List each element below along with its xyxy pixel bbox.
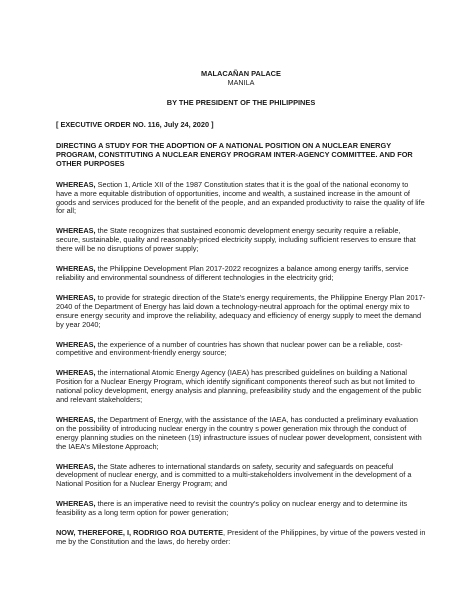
- whereas-paragraph-6: [56, 369, 426, 405]
- paragraph-text: the international Atomic Energy Agency (IAEA) has prescribed guidelines on building a National Position for a Nuclear Energy Program, which identify significant components thereof such as but not limited to national policy development, energy analysis and planning, prefeasibility study and the engagement of the public and relevant stakeholders;: [56, 368, 422, 405]
- paragraph-text: the Department of Energy, with the assistance of the IAEA, has conducted a preliminary evaluation on the possibility of introducing nuclear energy in the country s power generation mix through the conduct of energy planning studies on the nineteen (19) infrastructure issues of nuclear power development, consistent with the IAEA's Milestone Approach;: [56, 414, 422, 451]
- paragraph-lead: WHEREAS,: [56, 461, 96, 471]
- paragraph-text: to provide for strategic direction of the State's energy requirements, the Philippine Energy Plan 2017-2040 of the Department of Energy has laid down a technology-neutral approach for the optimal energy mix to ensure energy security and improve the reliability, adequacy and efficiency of energy supply to meet the demand by year 2040;: [56, 292, 426, 329]
- order-subject: DIRECTING A STUDY FOR THE ADOPTION OF A NATIONAL POSITION ON A NUCLEAR ENERGY PROGRAM, CONSTITUTING A NUCLEAR ENERGY PROGRAM INTER-AGENCY COMMITTEE. AND FOR OTHER PURPOSES: [56, 141, 413, 168]
- whereas-paragraph-8: [56, 463, 426, 490]
- paragraph-lead: WHEREAS,: [56, 414, 96, 424]
- paragraph-lead: WHEREAS,: [56, 368, 96, 378]
- whereas-paragraph-4: [56, 294, 426, 330]
- paragraph-lead: WHEREAS,: [56, 264, 96, 274]
- city-heading: MANILA: [227, 77, 255, 87]
- paragraph-lead: WHEREAS,: [56, 226, 96, 236]
- executive-order-body: [56, 70, 426, 547]
- whereas-paragraph-7: [56, 416, 426, 452]
- order-title: [ EXECUTIVE ORDER NO. 116, July 24, 2020 ]: [56, 120, 214, 130]
- paragraph-text: there is an imperative need to revisit the country's policy on nuclear energy and to determine its feasibility as a long term option for power generation;: [56, 499, 408, 518]
- whereas-paragraph-9: [56, 500, 426, 518]
- paragraph-text: Section 1, Article XII of the 1987 Constitution states that it is the goal of the national economy to have a more equitable distribution of opportunities, income and wealth, a sustained increase in the amount of goods and services produced for the benefit of the people, and an expanded productivity to raise the quality of life for all;: [56, 179, 425, 216]
- paragraph-text: the State adheres to international standards on safety, security and safeguards on peaceful development of nuclear energy, and is committed to a multi-stakeholders involvement in the development of a National Position for a Nuclear Energy Program; and: [56, 461, 412, 489]
- paragraph-lead: WHEREAS,: [56, 339, 96, 349]
- whereas-paragraph-1: [56, 181, 426, 217]
- paragraph-lead: NOW, THEREFORE, I, RODRIGO ROA DUTERTE: [56, 528, 224, 538]
- whereas-paragraph-3: [56, 265, 426, 283]
- now-therefore-paragraph: [56, 529, 426, 547]
- paragraph-lead: WHEREAS,: [56, 179, 96, 189]
- issuer-heading: BY THE PRESIDENT OF THE PHILIPPINES: [166, 98, 316, 108]
- paragraph-text: the Philippine Development Plan 2017-2022 recognizes a balance among energy tariffs, service reliability and environmental soundness of different technologies in the electricity grid;: [56, 264, 409, 282]
- paragraph-text: the State recognizes that sustained economic development energy security require a reliable, secure, sustainable, quality and reasonably-priced electricity supply, including sufficient reserves to ensure that there will be no disruptions of power supply;: [56, 226, 416, 254]
- paragraph-text: the experience of a number of countries has shown that nuclear power can be a reliable, cost-competitive and environment-friendly energy source;: [56, 339, 403, 358]
- whereas-paragraph-2: [56, 227, 426, 254]
- paragraph-lead: WHEREAS,: [56, 292, 96, 302]
- paragraph-lead: WHEREAS,: [56, 499, 96, 509]
- whereas-paragraph-5: [56, 341, 426, 359]
- palace-heading: MALACAÑAN PALACE: [201, 69, 281, 78]
- paragraph-text: , President of the Philippines, by virtue of the powers vested in me by the Constitution and the laws, do hereby order:: [56, 528, 426, 546]
